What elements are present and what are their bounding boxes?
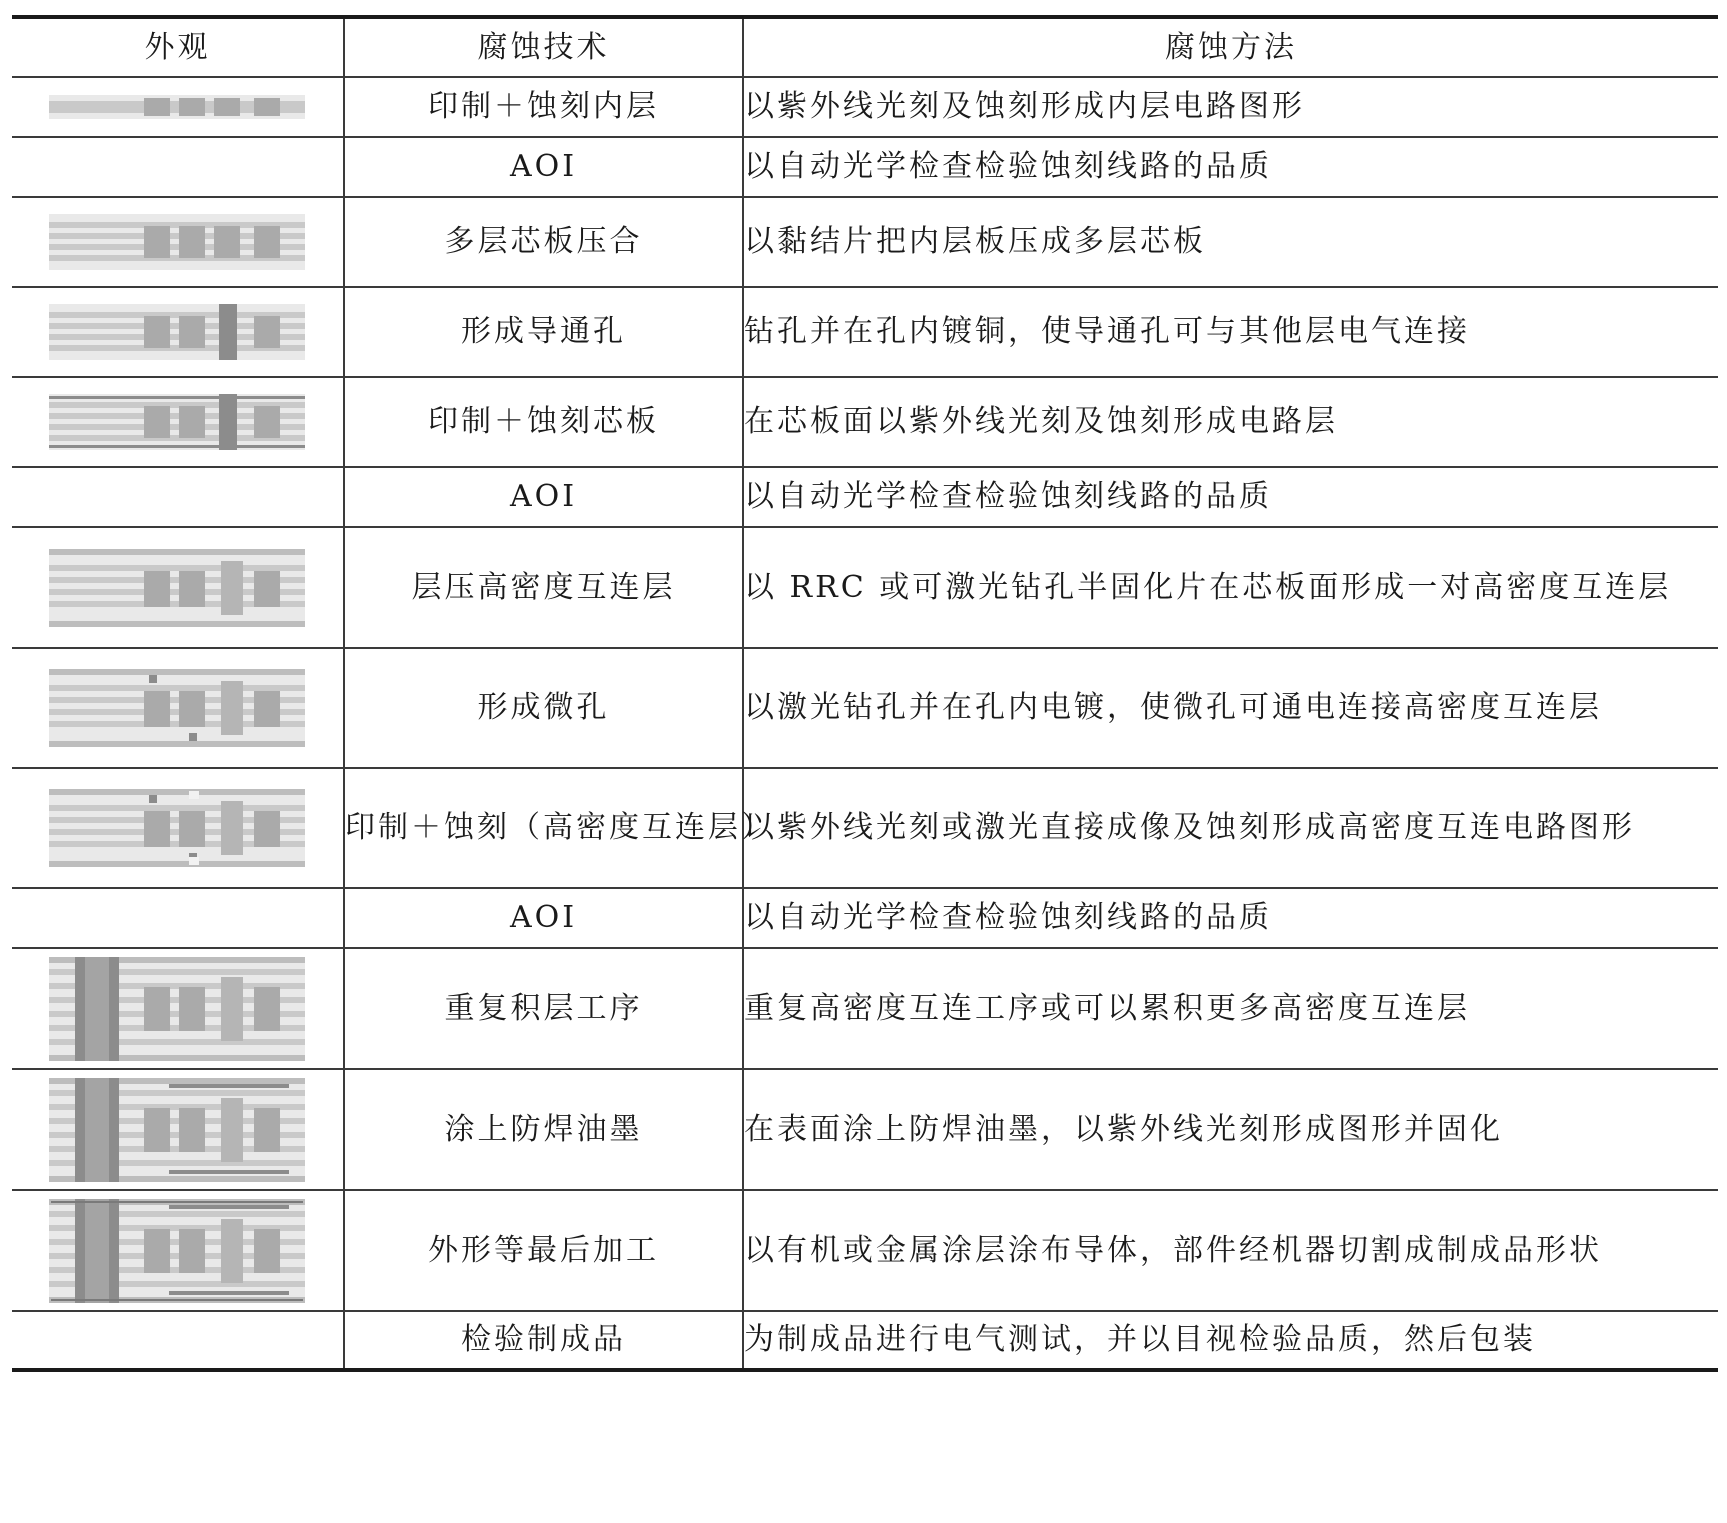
appearance-cell: [12, 287, 344, 377]
appearance-cell: [12, 1069, 344, 1190]
pcb-cross-section-icon: [49, 1199, 305, 1303]
method-cell: 以自动光学检查检验蚀刻线路的品质: [743, 137, 1718, 197]
header-row: [12, 17, 1718, 77]
technique-cell: 涂上防焊油墨: [344, 1069, 743, 1190]
method-cell: 钻孔并在孔内镀铜，使导通孔可与其他层电气连接: [743, 287, 1718, 377]
appearance-cell: [12, 467, 344, 527]
table-row: [12, 77, 1718, 137]
technique-cell: 外形等最后加工: [344, 1190, 743, 1311]
appearance-cell: [12, 197, 344, 287]
method-cell: 以黏结片把内层板压成多层芯板: [743, 197, 1718, 287]
col-header-appearance: 外观: [12, 17, 344, 77]
pcb-cross-section-icon: [49, 304, 305, 360]
appearance-cell: [12, 1311, 344, 1370]
method-cell: 在芯板面以紫外线光刻及蚀刻形成电路层: [743, 377, 1718, 467]
table-row: [12, 1069, 1718, 1190]
pcb-cross-section-icon: [49, 789, 305, 867]
method-cell: 重复高密度互连工序或可以累积更多高密度互连层: [743, 948, 1718, 1069]
method-cell: 以 RRC 或可激光钻孔半固化片在芯板面形成一对高密度互连层: [743, 527, 1718, 648]
technique-cell: 形成微孔: [344, 648, 743, 768]
technique-cell: AOI: [344, 137, 743, 197]
table-row: [12, 648, 1718, 768]
table-row: [12, 467, 1718, 527]
pcb-cross-section-icon: [49, 1078, 305, 1182]
method-cell: 以有机或金属涂层涂布导体，部件经机器切割成制成品形状: [743, 1190, 1718, 1311]
process-table: [12, 15, 1718, 1372]
method-cell: 以自动光学检查检验蚀刻线路的品质: [743, 888, 1718, 948]
technique-cell: 层压高密度互连层: [344, 527, 743, 648]
table-row: [12, 287, 1718, 377]
appearance-cell: [12, 888, 344, 948]
table-row: [12, 948, 1718, 1069]
method-cell: 为制成品进行电气测试，并以目视检验品质，然后包装: [743, 1311, 1718, 1370]
pcb-cross-section-icon: [49, 669, 305, 747]
pcb-cross-section-icon: [49, 95, 305, 119]
method-cell: 在表面涂上防焊油墨，以紫外线光刻形成图形并固化: [743, 1069, 1718, 1190]
method-cell: 以自动光学检查检验蚀刻线路的品质: [743, 467, 1718, 527]
table-row: [12, 377, 1718, 467]
method-cell: 以紫外线光刻或激光直接成像及蚀刻形成高密度互连电路图形: [743, 768, 1718, 888]
appearance-cell: [12, 1190, 344, 1311]
table-row: [12, 1311, 1718, 1370]
pcb-cross-section-icon: [49, 957, 305, 1061]
table-row: [12, 888, 1718, 948]
table-row: [12, 197, 1718, 287]
appearance-cell: [12, 137, 344, 197]
method-cell: 以激光钻孔并在孔内电镀，使微孔可通电连接高密度互连层: [743, 648, 1718, 768]
technique-cell: AOI: [344, 467, 743, 527]
appearance-cell: [12, 648, 344, 768]
technique-cell: 印制＋蚀刻芯板: [344, 377, 743, 467]
col-header-technique: 腐蚀技术: [344, 17, 743, 77]
table-row: [12, 137, 1718, 197]
technique-cell: 多层芯板压合: [344, 197, 743, 287]
method-cell: 以紫外线光刻及蚀刻形成内层电路图形: [743, 77, 1718, 137]
table-row: [12, 1190, 1718, 1311]
technique-cell: AOI: [344, 888, 743, 948]
pcb-cross-section-icon: [49, 394, 305, 450]
pcb-cross-section-icon: [49, 549, 305, 627]
technique-cell: 印制＋蚀刻（高密度互连层）: [344, 768, 743, 888]
col-header-method: 腐蚀方法: [743, 17, 1718, 77]
appearance-cell: [12, 948, 344, 1069]
pcb-cross-section-icon: [49, 214, 305, 270]
appearance-cell: [12, 77, 344, 137]
appearance-cell: [12, 377, 344, 467]
table-row: [12, 768, 1718, 888]
technique-cell: 形成导通孔: [344, 287, 743, 377]
appearance-cell: [12, 768, 344, 888]
technique-cell: 重复积层工序: [344, 948, 743, 1069]
appearance-cell: [12, 527, 344, 648]
table-row: [12, 527, 1718, 648]
technique-cell: 检验制成品: [344, 1311, 743, 1370]
technique-cell: 印制＋蚀刻内层: [344, 77, 743, 137]
